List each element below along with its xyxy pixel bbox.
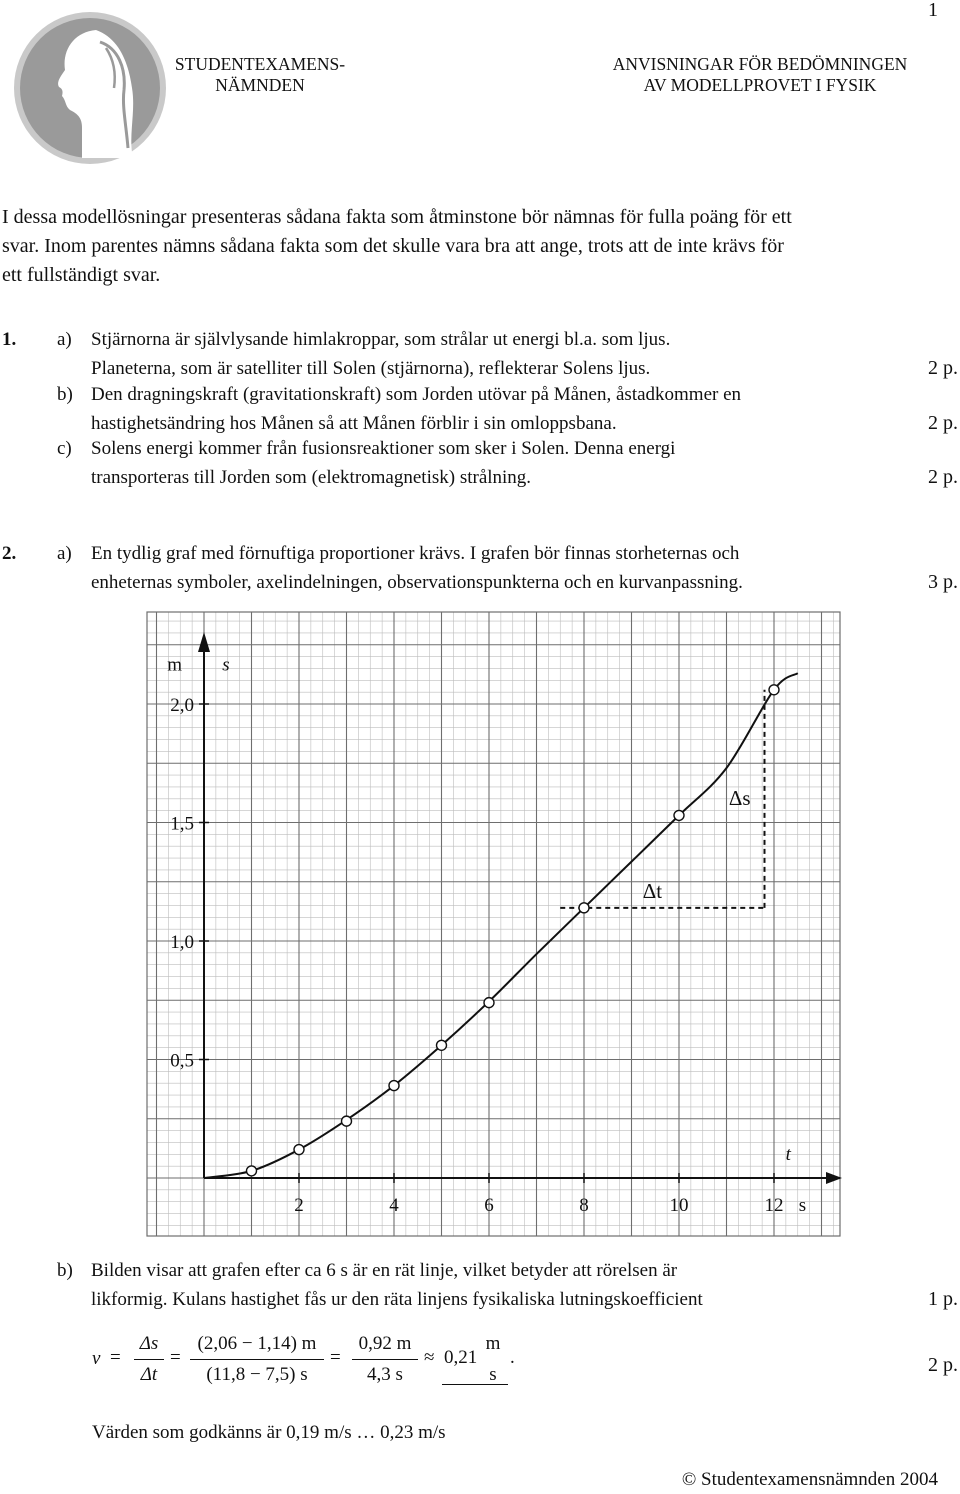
q2-number: 2. bbox=[2, 543, 17, 564]
page-number: 1 bbox=[928, 0, 938, 21]
delta-s-label: Δs bbox=[728, 785, 751, 810]
q1-a bbox=[57, 325, 960, 383]
intro-line: I dessa modellösningar presenteras sådana fakta som åtminstone bör nämnas för fulla poäng för ett bbox=[2, 206, 792, 228]
formula-f1-num: Δs bbox=[139, 1333, 159, 1354]
formula-f1-den: Δt bbox=[140, 1364, 158, 1385]
x-axis-label: t bbox=[785, 1144, 791, 1165]
q2-b-line2: likformig. Kulans hastighet fås ur den räta linjens fysikaliska lutningskoefficient bbox=[91, 1289, 703, 1310]
s-t-chart bbox=[0, 600, 960, 1250]
data-point bbox=[579, 903, 589, 913]
formula-unit-den: s bbox=[489, 1364, 497, 1385]
formula-f1-bar bbox=[134, 1359, 164, 1360]
q1-c-points: 2 p. bbox=[928, 466, 958, 488]
header-left-line1: STUDENTEXAMENS- bbox=[174, 54, 346, 74]
x-tick-label: 4 bbox=[389, 1195, 399, 1216]
q1-c bbox=[57, 434, 960, 492]
y-tick-label: 0,5 bbox=[170, 1050, 194, 1072]
intro-line: svar. Inom parentes nämns sådana fakta som det skulle vara bra att ange, trots att de inte krävs för bbox=[2, 235, 784, 257]
x-tick-label: 2 bbox=[294, 1195, 304, 1216]
formula-unit-num: m bbox=[485, 1333, 501, 1354]
formula-period: . bbox=[510, 1347, 515, 1368]
q1-a-line1: Stjärnorna är självlysande himlakroppar, som strålar ut energi bl.a. som ljus. bbox=[91, 329, 671, 350]
y-tick-label: 1,0 bbox=[170, 932, 194, 953]
data-point bbox=[674, 810, 684, 820]
accepted-values: Värden som godkänns är 0,19 m/s … 0,23 m/s bbox=[92, 1422, 446, 1443]
formula-value: 0,21 bbox=[444, 1347, 478, 1368]
data-point bbox=[294, 1145, 304, 1155]
formula-f3-bar bbox=[352, 1359, 418, 1360]
data-point bbox=[389, 1081, 399, 1091]
data-point bbox=[484, 998, 494, 1008]
q2-a-points: 3 p. bbox=[928, 571, 958, 593]
q1-a-label: a) bbox=[57, 329, 72, 350]
data-point bbox=[247, 1166, 257, 1176]
formula-v: v bbox=[92, 1348, 101, 1369]
formula-points: 2 p. bbox=[928, 1354, 958, 1376]
formula-eq-3: = bbox=[330, 1347, 341, 1368]
formula-eq-1: = bbox=[110, 1347, 121, 1368]
y-unit-label: m bbox=[167, 654, 182, 676]
q2-b bbox=[57, 1256, 960, 1314]
formula-f2-num: (2,06 − 1,14) m bbox=[197, 1333, 317, 1354]
q2-a-line1: En tydlig graf med förnuftiga proportioner krävs. I grafen bör finnas storheternas och bbox=[91, 543, 740, 564]
q2-b-line1: Bilden visar att grafen efter ca 6 s är en rät linje, vilket betyder att rörelsen är bbox=[91, 1260, 678, 1281]
tick-labels bbox=[167, 655, 806, 1216]
data-point bbox=[437, 1040, 447, 1050]
q1-b bbox=[57, 380, 960, 438]
q1-b-points: 2 p. bbox=[928, 412, 958, 434]
q1-c-line1: Solens energi kommer från fusionsreaktioner som sker i Solen. Denna energi bbox=[91, 438, 676, 459]
data-point bbox=[769, 685, 779, 695]
q2-a bbox=[57, 539, 960, 597]
header-left bbox=[150, 54, 370, 96]
studentexamensnamnden-logo bbox=[8, 8, 173, 168]
header-left-line2: NÄMNDEN bbox=[215, 75, 305, 95]
header-right-line1: ANVISNINGAR FÖR BEDÖMNINGEN bbox=[612, 54, 908, 74]
data-point bbox=[342, 1116, 352, 1126]
y-axis-arrow bbox=[198, 632, 210, 652]
y-tick-label: 1,5 bbox=[170, 813, 194, 835]
formula-f2-bar bbox=[190, 1359, 324, 1360]
q2-b-points: 1 p. bbox=[928, 1288, 958, 1310]
q1-c-line2: transporteras till Jorden som (elektromagnetisk) strålning. bbox=[91, 467, 532, 488]
intro-line: ett fullständigt svar. bbox=[2, 264, 161, 286]
x-tick-label: 8 bbox=[579, 1195, 589, 1216]
y-axis-label: s bbox=[222, 654, 230, 676]
q1-b-line1: Den dragningskraft (gravitationskraft) som Jorden utövar på Månen, åstadkommer en bbox=[91, 384, 742, 405]
header-right-line2: AV MODELLPROVET I FYSIK bbox=[643, 75, 877, 95]
intro bbox=[2, 203, 958, 290]
x-tick-label: 10 bbox=[669, 1195, 689, 1216]
formula-approx: ≈ bbox=[424, 1347, 435, 1368]
q2-a-label: a) bbox=[57, 543, 72, 564]
formula-eq-2: = bbox=[170, 1347, 181, 1368]
formula-f2-den: (11,8 − 7,5) s bbox=[206, 1364, 308, 1385]
axes bbox=[198, 632, 842, 1184]
header-right bbox=[560, 54, 960, 96]
q1-a-points: 2 p. bbox=[928, 357, 958, 379]
y-tick-label: 2,0 bbox=[170, 695, 194, 716]
delta-t-label: Δt bbox=[642, 878, 663, 903]
q2-a-line2: enheternas symboler, axelindelningen, observationspunkterna och en kurvanpassning. bbox=[91, 572, 743, 593]
x-tick-label: 6 bbox=[484, 1195, 494, 1216]
q1-b-label: b) bbox=[57, 384, 73, 405]
x-tick-label: 12 bbox=[764, 1195, 784, 1216]
q1-b-line2: hastighetsändring hos Månen så att Månen förblir i sin omloppsbana. bbox=[91, 413, 617, 434]
q1-c-label: c) bbox=[57, 438, 72, 459]
q1-a-line2: Planeterna, som är satelliter till Solen (stjärnorna), reflekterar Solens ljus. bbox=[91, 358, 651, 379]
q1-number: 1. bbox=[2, 329, 17, 350]
q2-b-label: b) bbox=[57, 1260, 73, 1281]
footer-copyright: © Studentexamensnämnden 2004 bbox=[681, 1469, 938, 1490]
x-unit-label: s bbox=[798, 1195, 807, 1216]
formula-f3-den: 4,3 s bbox=[367, 1364, 403, 1385]
formula-f3-num: 0,92 m bbox=[358, 1333, 412, 1354]
